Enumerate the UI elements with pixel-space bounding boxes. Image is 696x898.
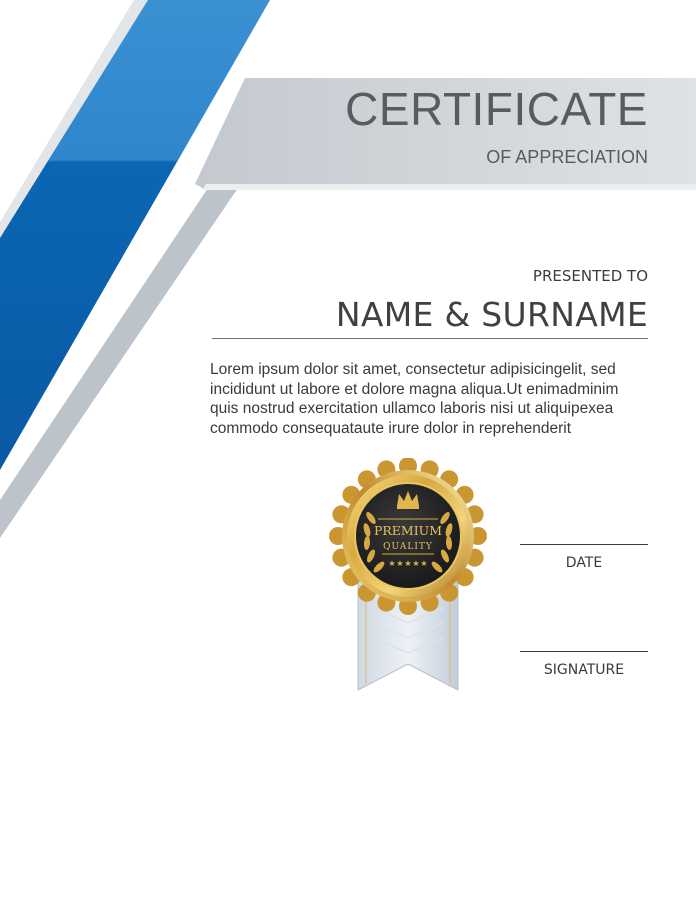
svg-text:★: ★ bbox=[412, 559, 420, 568]
svg-text:★: ★ bbox=[420, 559, 428, 568]
svg-text:★: ★ bbox=[396, 559, 404, 568]
presented-to-label: PRESENTED TO bbox=[532, 267, 648, 285]
svg-text:★: ★ bbox=[388, 559, 396, 568]
body-line: Lorem ipsum dolor sit amet, consectetur adipisicingelit, sed bbox=[210, 361, 616, 378]
certificate-subtitle: OF APPRECIATION bbox=[486, 147, 648, 167]
body-line: incididunt ut labore et dolore magna aliqua.Ut enimadminim bbox=[210, 380, 619, 398]
name-underline bbox=[212, 338, 648, 339]
body-paragraph bbox=[210, 360, 650, 438]
certificate-title: CERTIFICATE bbox=[345, 83, 648, 135]
svg-text:★: ★ bbox=[404, 559, 412, 568]
date-label: DATE bbox=[565, 555, 603, 571]
signature-line bbox=[520, 651, 648, 652]
stars bbox=[388, 559, 427, 568]
body-line: quis nostrud exercitation ullamco laboris nisi ut aliquipexea bbox=[210, 400, 614, 417]
badge-line1: PREMIUM bbox=[373, 523, 443, 538]
date-line bbox=[520, 544, 648, 545]
premium-quality-badge bbox=[328, 458, 490, 698]
band-bottom-edge bbox=[202, 184, 696, 190]
badge-line2: QUALITY bbox=[383, 542, 433, 552]
body-line: commodo consequataute irure dolor in reprehenderit bbox=[210, 419, 572, 437]
signature-label: SIGNATURE bbox=[543, 662, 625, 678]
recipient-name: NAME & SURNAME bbox=[335, 295, 648, 334]
